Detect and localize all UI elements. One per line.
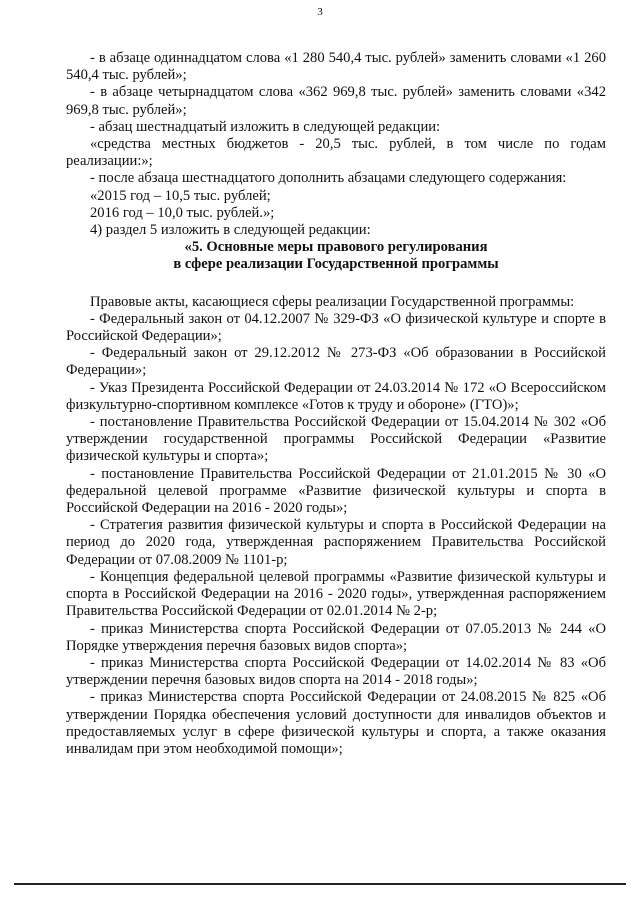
list-item-order-83: - приказ Министерства спорта Российской Федерации от 14.02.2014 № 83 «Об утверждении перечня базовых видов спорта на 2014 - 2018 годы»; xyxy=(66,654,606,689)
list-item-strategy-2020: - Стратегия развития физической культуры и спорта в Российской Федерации на период до 2020 года, утвержденная распоряжением Правительства Российской Федерации от 07.08.2009 № 1101-р; xyxy=(66,517,606,568)
list-item-order-825: - приказ Министерства спорта Российской Федерации от 24.08.2015 № 825 «Об утверждении Порядка обеспечения условий доступности для инвалидов объектов и предоставляемых услуг в сфере физической культуры и спорта, а также оказания инвалидам при этом необходимой помощи»; xyxy=(66,689,606,757)
spacer xyxy=(66,274,606,294)
list-item-law-329: - Федеральный закон от 04.12.2007 № 329-ФЗ «О физической культуре и спорте в Российской Федерации»; xyxy=(66,310,606,345)
paragraph-amend-sixteenth: - абзац шестнадцатый изложить в следующей редакции: xyxy=(90,118,441,135)
page-number: 3 xyxy=(317,6,323,18)
bottom-divider xyxy=(14,883,626,885)
list-item-order-244: - приказ Министерства спорта Российской Федерации от 07.05.2013 № 244 «О Порядке утверждения перечня базовых видов спорта»; xyxy=(66,620,606,654)
section-heading-line-1: «5. Основные меры правового регулирования xyxy=(184,239,488,256)
paragraph-amend-fourteenth: - в абзаце четырнадцатом слова «362 969,8 тыс. рублей» заменить словами «342 969,8 тыс. рублей»; xyxy=(66,84,606,118)
list-item-law-273: - Федеральный закон от 29.12.2012 № 273-ФЗ «Об образовании в Российской Федерации»; xyxy=(66,345,606,379)
list-item-concept: - Концепция федеральной целевой программы «Развитие физической культуры и спорта в Российской Федерации на 2016 - 2020 годы», утвержденная распоряжением Правительства Российской Федерации от 02.01.2014 № 2-р; xyxy=(66,568,606,620)
paragraph-year-2015: «2015 год – 10,5 тыс. рублей; xyxy=(90,187,271,204)
list-item-resolution-302: - постановление Правительства Российской Федерации от 15.04.2014 № 302 «Об утверждении государственной программы Российской Федерации «Развитие физической культуры и спорта»; xyxy=(66,414,606,465)
paragraph-year-2016: 2016 год – 10,0 тыс. рублей.»; xyxy=(90,204,275,221)
paragraph-section-5-intro: 4) раздел 5 изложить в следующей редакции: xyxy=(90,222,371,239)
paragraph-amend-eleventh: - в абзаце одиннадцатом слова «1 280 540,4 тыс. рублей» заменить словами «1 260 540,4 тыс. рублей»; xyxy=(66,50,606,84)
document-body xyxy=(66,50,606,758)
paragraph-add-after-sixteenth: - после абзаца шестнадцатого дополнить абзацами следующего содержания: xyxy=(90,170,567,187)
paragraph-legal-acts-intro: Правовые акты, касающиеся сферы реализации Государственной программы: xyxy=(90,293,575,310)
list-item-resolution-30: - постановление Правительства Российской Федерации от 21.01.2015 № 30 «О федеральной целевой программе «Развитие физической культуры и спорта в Российской Федерации на 2016 - 2020 годы»; xyxy=(66,465,606,517)
paragraph-local-budgets: «средства местных бюджетов - 20,5 тыс. рублей, в том числе по годам реализации:»; xyxy=(66,136,606,170)
list-item-decree-172: - Указ Президента Российской Федерации от 24.03.2014 № 172 «О Всероссийском физкультурно-спортивном комплексе «Готов к труду и обороне» (ГТО)»; xyxy=(66,379,606,413)
section-heading-line-2: в сфере реализации Государственной программы xyxy=(173,256,499,273)
